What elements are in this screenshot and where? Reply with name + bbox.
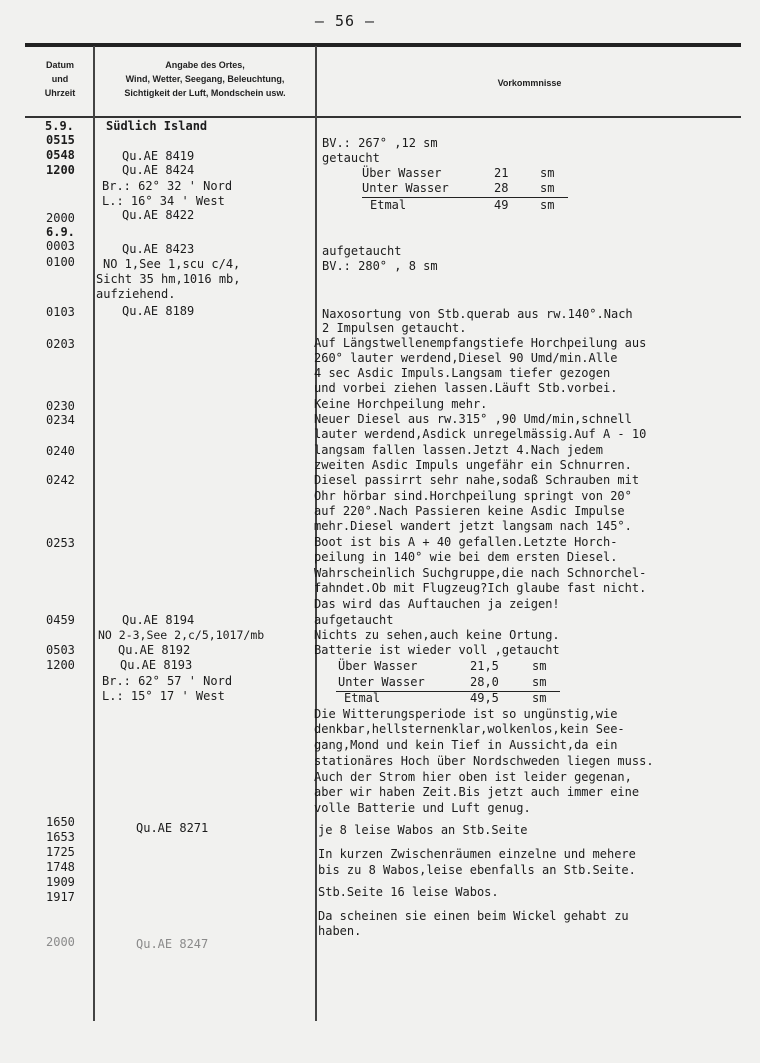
time-entry: 1917 (46, 890, 75, 904)
event-line: BV.: 280° , 8 sm (322, 259, 438, 273)
place-entry: Qu.AE 8422 (122, 208, 195, 222)
place-entry: Qu.AE 8194 (122, 613, 195, 627)
event-line: peilung in 140° wie bei dem ersten Diesel. (314, 550, 618, 564)
time-entry: 1653 (46, 830, 75, 844)
place-entry: Qu.AE 8424 (122, 163, 195, 177)
place-entry: Qu.AE 8192 (118, 643, 191, 657)
event-line: 28 (494, 181, 509, 195)
time-entry: 1725 (46, 845, 75, 859)
time-entry: 0548 (46, 148, 75, 162)
event-line: Keine Horchpeilung mehr. (314, 397, 488, 411)
event-line: fahndet.Ob mit Flugzeug?Ich glaube fast nicht. (314, 581, 647, 595)
event-line: auf 220°.Nach Passieren keine Asdic Impulse (314, 504, 625, 518)
event-line: aufgetaucht (322, 244, 402, 258)
event-line: Unter Wasser (338, 675, 425, 689)
header-date: Datum und Uhrzeit (44, 60, 76, 98)
time-entry: 2000 (46, 211, 75, 225)
time-entry: 1748 (46, 860, 75, 874)
time-entry: 0230 (46, 399, 75, 413)
place-entry: Qu.AE 8189 (122, 304, 195, 318)
time-entry: 0459 (46, 613, 75, 627)
header-events: Vorkommnisse (497, 78, 562, 88)
event-line: denkbar,hellsternenklar,wolkenlos,kein See- (314, 722, 625, 736)
event-line: Nichts zu sehen,auch keine Ortung. (314, 628, 560, 642)
event-line: 4 sec Asdic Impuls.Langsam tiefer gezogen (314, 366, 611, 380)
event-line: sm (532, 675, 547, 689)
time-entry: 0003 (46, 239, 75, 253)
time-entry: 0234 (46, 413, 75, 427)
event-line: stationäres Hoch über Nordschweden liegen muss. (314, 754, 654, 768)
date-entry: 6.9. (46, 225, 75, 239)
event-line: 49,5 (470, 691, 499, 705)
place-entry: L.: 15° 17 ' West (102, 689, 225, 703)
event-line: und vorbei ziehen lassen.Läuft Stb.vorbei. (314, 381, 618, 395)
event-line: 28,0 (470, 675, 499, 689)
place-entry: aufziehend. (96, 287, 176, 301)
event-line: Wahrscheinlich Suchgruppe,die nach Schnorchel- (314, 566, 647, 580)
event-line: haben. (318, 924, 362, 938)
event-line: Unter Wasser (362, 181, 449, 195)
event-line: Auf Längstwellenempfangstiefe Horchpeilung aus (314, 336, 647, 350)
event-line: Das wird das Auftauchen ja zeigen! (314, 597, 560, 611)
time-entry: 1200 (46, 163, 75, 177)
place-entry: Südlich Island (106, 119, 208, 133)
header-rule (25, 116, 741, 118)
event-line: 49 (494, 198, 509, 212)
time-entry: 0515 (46, 133, 75, 147)
event-line: 21,5 (470, 659, 499, 673)
event-line: sm (540, 181, 555, 195)
event-line: aufgetaucht (314, 613, 394, 627)
event-line: Die Witterungsperiode ist so ungünstig,wie (314, 707, 618, 721)
page-number: – 56 – (314, 12, 376, 30)
time-entry: 1200 (46, 658, 75, 672)
event-line: Da scheinen sie einen beim Wickel gehabt zu (318, 909, 629, 923)
place-entry: Qu.AE 8193 (120, 658, 193, 672)
place-entry: Qu.AE 8419 (122, 149, 195, 163)
time-entry: 2000 (46, 935, 75, 949)
date-entry: 5.9. (45, 119, 74, 133)
place-entry: Br.: 62° 32 ' Nord (102, 179, 233, 193)
event-line: 2 Impulsen getaucht. (322, 321, 467, 335)
event-line: Batterie ist wieder voll ,getaucht (314, 643, 560, 657)
event-line: Boot ist bis A + 40 gefallen.Letzte Horch- (314, 535, 618, 549)
time-entry: 0203 (46, 337, 75, 351)
event-line: getaucht (322, 151, 380, 165)
time-entry: 0503 (46, 643, 75, 657)
event-line: sm (532, 659, 547, 673)
event-line: 21 (494, 166, 509, 180)
event-line: sm (540, 198, 555, 212)
event-line: Über Wasser (362, 166, 442, 180)
time-entry: 1909 (46, 875, 75, 889)
time-entry: 0253 (46, 536, 75, 550)
place-entry: Qu.AE 8247 (136, 937, 209, 951)
time-entry: 0240 (46, 444, 75, 458)
event-line: Ohr hörbar sind.Horchpeilung springt von 20° (314, 489, 632, 503)
event-line: Etmal (344, 691, 381, 705)
event-line: Naxosortung von Stb.querab aus rw.140°.Nach (322, 307, 633, 321)
event-line: Neuer Diesel aus rw.315° ,90 Umd/min,schnell (314, 412, 632, 426)
event-line: sm (532, 691, 547, 705)
event-line: sm (540, 166, 555, 180)
place-entry: NO 1,See 1,scu c/4, (103, 257, 241, 271)
place-entry: Sicht 35 hm,1016 mb, (96, 272, 241, 286)
event-line: BV.: 267° ,12 sm (322, 136, 438, 150)
event-line: zweiten Asdic Impuls ungefähr ein Schnurren. (314, 458, 632, 472)
event-line: Über Wasser (338, 659, 418, 673)
place-entry: Br.: 62° 57 ' Nord (102, 674, 233, 688)
event-line: lauter werdend,Asdick unregelmässig.Auf A - 10 (314, 427, 647, 441)
event-line: je 8 leise Wabos an Stb.Seite (318, 823, 528, 837)
place-entry: Qu.AE 8423 (122, 242, 195, 256)
time-entry: 0100 (46, 255, 75, 269)
place-entry: L.: 16° 34 ' West (102, 194, 225, 208)
time-entry: 0242 (46, 473, 75, 487)
time-entry: 1650 (46, 815, 75, 829)
event-line: mehr.Diesel wandert jetzt langsam nach 145°. (314, 519, 632, 533)
event-line: Diesel passirrt sehr nahe,sodaß Schrauben mit (314, 473, 640, 487)
event-line: 260° lauter werdend,Diesel 90 Umd/min.Alle (314, 351, 618, 365)
header-place: Angabe des Ortes, Wind, Wetter, Seegang, Beleuchtung, Sichtigkeit der Luft, Mondschein usw. (124, 60, 286, 98)
event-line: aber wir haben Zeit.Bis jetzt auch immer eine (314, 785, 640, 799)
event-line: Stb.Seite 16 leise Wabos. (318, 885, 499, 899)
event-line: Auch der Strom hier oben ist leider gegenan, (314, 770, 632, 784)
top-rule (25, 43, 741, 47)
place-entry: NO 2-3,See 2,c/5,1017/mb (98, 628, 265, 642)
place-entry: Qu.AE 8271 (136, 821, 209, 835)
column-divider-2 (315, 46, 317, 1021)
event-line: bis zu 8 Wabos,leise ebenfalls an Stb.Seite. (318, 863, 636, 877)
time-entry: 0103 (46, 305, 75, 319)
event-line: volle Batterie und Luft genug. (314, 801, 531, 815)
event-line: In kurzen Zwischenräumen einzelne und mehere (318, 847, 636, 861)
event-line: Etmal (370, 198, 407, 212)
event-line: langsam fallen lassen.Jetzt 4.Nach jedem (314, 443, 603, 457)
event-line: gang,Mond und kein Tief in Aussicht,da ein (314, 738, 618, 752)
column-divider-1 (93, 46, 95, 1021)
